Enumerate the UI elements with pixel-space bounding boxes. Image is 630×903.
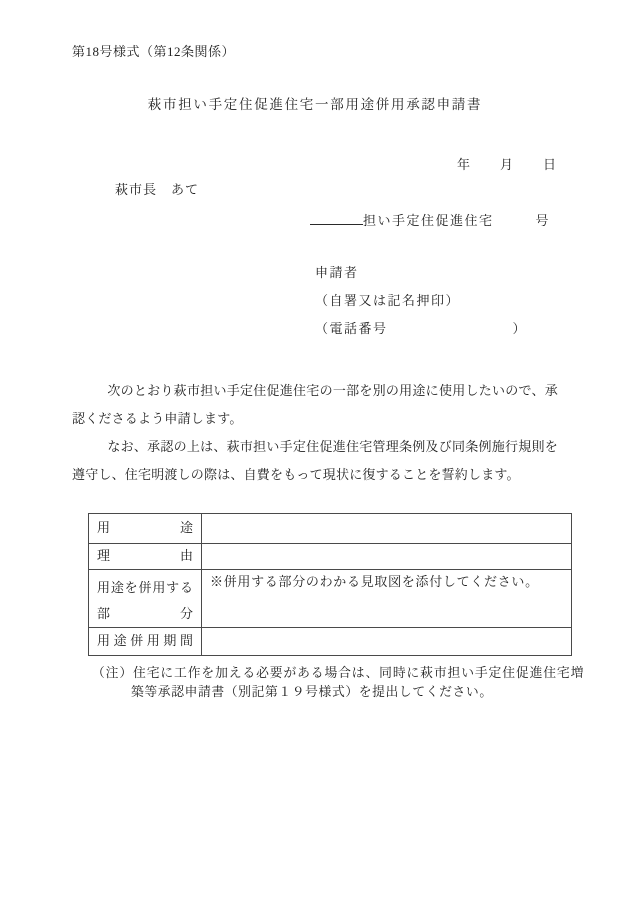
row-reason-label: 理由 (97, 548, 193, 564)
row-reason-value-cell (202, 544, 572, 570)
row-shared-part-label-line1: 用途を併用する (97, 580, 193, 596)
date-year-label: 年 (456, 157, 470, 173)
note-text: 住宅に工作を加える必要がある場合は、同時に萩市担い手定住促進住宅増築等承認申請書（別記第１９号様式）を提出してください。 (131, 666, 584, 700)
housing-name-label: 担い手定住促進住宅 (363, 213, 494, 229)
body-paragraph-1: 次のとおり萩市担い手定住促進住宅の一部を別の用途に使用したいので、承認くださるよう申請します。 (72, 383, 558, 427)
row-reason-label-cell (89, 544, 202, 570)
housing-name-line (310, 211, 558, 229)
date-month-label: 月 (499, 157, 513, 173)
table-row-shared-part (89, 570, 572, 628)
table-row-reason (89, 544, 572, 570)
page-title: 萩市担い手定住促進住宅一部用途併用承認申請書 (147, 96, 483, 112)
housing-number-suffix: 号 (535, 213, 551, 229)
row-shared-part-label-line2: 部分 (97, 606, 193, 622)
table-row-period (89, 628, 572, 656)
phone-number-line (315, 315, 527, 343)
application-table (88, 513, 572, 656)
date-day-label: 日 (542, 157, 556, 173)
row-period-label: 用途併用期間 (97, 633, 193, 649)
row-shared-part-value-cell: ※併用する部分のわかる見取図を添付してください。 (202, 570, 572, 628)
row-use-value-cell (202, 514, 572, 544)
row-period-value-cell (202, 628, 572, 656)
date-line (72, 158, 556, 173)
row-period-label-cell (89, 628, 202, 656)
applicant-label: 申請者 (315, 265, 359, 281)
table-row-use (89, 514, 572, 544)
phone-close-paren: ） (512, 321, 527, 337)
applicant-signature-note: （自署又は記名押印） (315, 293, 461, 309)
note-marker: （注） (92, 666, 134, 681)
addressee: 萩市長 あて (115, 182, 200, 198)
row-use-label: 用途 (97, 520, 193, 536)
row-shared-part-label-cell (89, 570, 202, 628)
body-paragraph-2: なお、承認の上は、萩市担い手定住促進住宅管理条例及び同条例施行規則を遵守し、住宅明渡しの際は、自費をもって現状に復することを誓約します。 (72, 439, 558, 483)
form-number: 第18号様式（第12条関係） (72, 44, 236, 59)
body-text (72, 377, 558, 489)
phone-label: （電話番号 (315, 321, 388, 337)
housing-name-blank-field (310, 211, 363, 225)
row-use-label-cell (89, 514, 202, 544)
note-block (92, 664, 584, 702)
applicant-block (315, 259, 558, 343)
